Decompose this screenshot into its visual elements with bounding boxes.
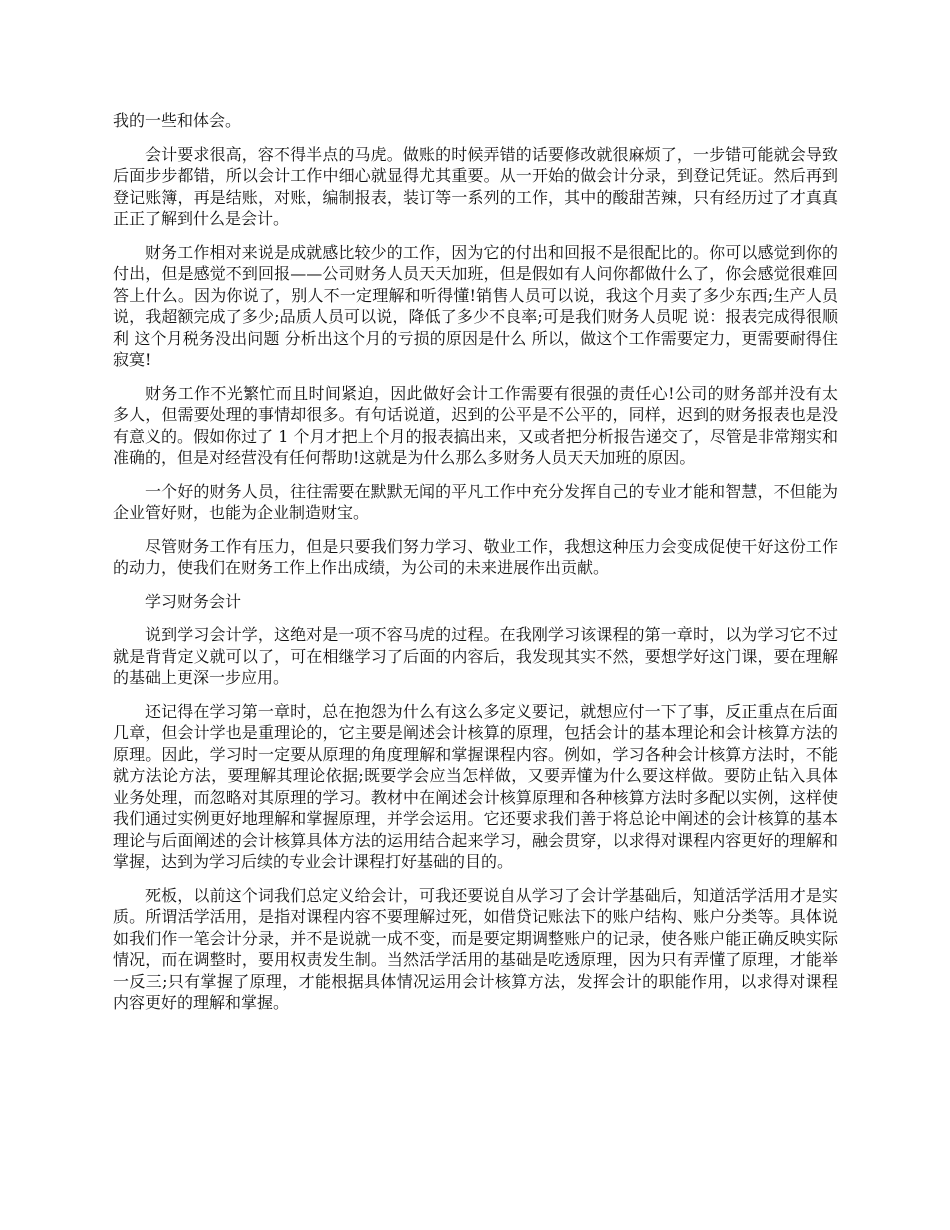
paragraph-9: 死板，以前这个词我们总定义给会计，可我还要说自从学习了会计学基础后，知道活学活用才是实质。所谓活学活用，是指对课程内容不要理解过死，如借贷记账法下的账户结构、账户分类等。具体说如我们作一笔会计分录，并不是说就一成不变，而是要定期调整账户的记录，使各账户能正确反映实际情况，而在调整时，要用权责发生制。当然活学活用的基础是吃透原理，因为只有弄懂了原理，才能举一反三;只有掌握了原理，才能根据具体情况运用会计核算方法，发挥会计的职能作用，以求得对课程内容更好的理解和掌握。: [113, 885, 838, 1012]
paragraph-6: 尽管财务工作有压力，但是只要我们努力学习、敬业工作，我想这种压力会变成促使干好这份工作的动力，使我们在财务工作上作出成绩，为公司的未来进展作出贡献。: [113, 536, 838, 577]
paragraph-8: 还记得在学习第一章时，总在抱怨为什么有这么多定义要记，就想应付一下了事，反正重点在后面几章，但会计学也是重理论的，它主要是阐述会计核算的原理，包括会计的基本理论和会计核算方法的原理。因此，学习时一定要从原理的角度理解和掌握课程内容。例如，学习各种会计核算方法时，不能就方法论方法，要理解其理论依据;既要学会应当怎样做，又要弄懂为什么要这样做。要防止钻入具体业务处理，而忽略对其原理的学习。教材中在阐述会计核算原理和各种核算方法时多配以实例，这样使我们通过实例更好地理解和掌握原理，并学会运用。它还要求我们善于将总论中阐述的会计核算的基本理论与后面阐述的会计核算具体方法的运用结合起来学习，融会贯穿，以求得对课程内容更好的理解和掌握，达到为学习后续的专业会计课程打好基础的目的。: [113, 701, 838, 871]
section-title: 学习财务会计: [145, 591, 242, 611]
paragraph-7: 说到学习会计学，这绝对是一项不容马虎的过程。在我刚学习该课程的第一章时，以为学习它不过就是背背定义就可以了，可在相继学习了后面的内容后，我发现其实不然，要想学好这门课，要在理解的基础上更深一步应用。: [113, 625, 838, 687]
paragraph-5: 一个好的财务人员，往往需要在默默无闻的平凡工作中充分发挥自己的专业才能和智慧，不但能为企业管好财，也能为企业制造财宝。: [113, 481, 838, 522]
paragraph-4: 财务工作不光繁忙而且时间紧迫，因此做好会计工作需要有很强的责任心!公司的财务部并没有太多人，但需要处理的事情却很多。有句话说道，迟到的公平是不公平的，同样，迟到的财务报表也是没有意义的。假如你过了 1 个月才把上个月的报表搞出来，又或者把分析报告递交了，尽管是非常翔实和准确的，但是对经营没有任何帮助!这就是为什么那么多财务人员天天加班的原因。: [113, 383, 838, 467]
paragraph-1: 我的一些和体会。: [113, 111, 242, 130]
document-page: [113, 110, 838, 1026]
paragraph-2: 会计要求很高，容不得半点的马虎。做账的时候弄错的话要修改就很麻烦了，一步错可能就会导致后面步步都错，所以会计工作中细心就显得尤其重要。从一开始的做会计分录，到登记凭证。然后再到登记账簿，再是结账，对账，编制报表，装订等一系列的工作，其中的酸甜苦辣，只有经历过了才真真正正了解到什么是会计。: [113, 144, 838, 228]
paragraph-3: 财务工作相对来说是成就感比较少的工作，因为它的付出和回报不是很配比的。你可以感觉到你的付出，但是感觉不到回报——公司财务人员天天加班，但是假如有人问你都做什么了，你会感觉很难回答上什么。因为你说了，别人不一定理解和听得懂!销售人员可以说，我这个月卖了多少东西;生产人员说，我超额完成了多少;品质人员可以说，降低了多少不良率;可是我们财务人员呢 说：报表完成得很顺利 这个月税务没出问题 分析出这个月的亏损的原因是什么 所以，做这个工作需要定力，更需要耐得住寂寞!: [113, 242, 838, 369]
